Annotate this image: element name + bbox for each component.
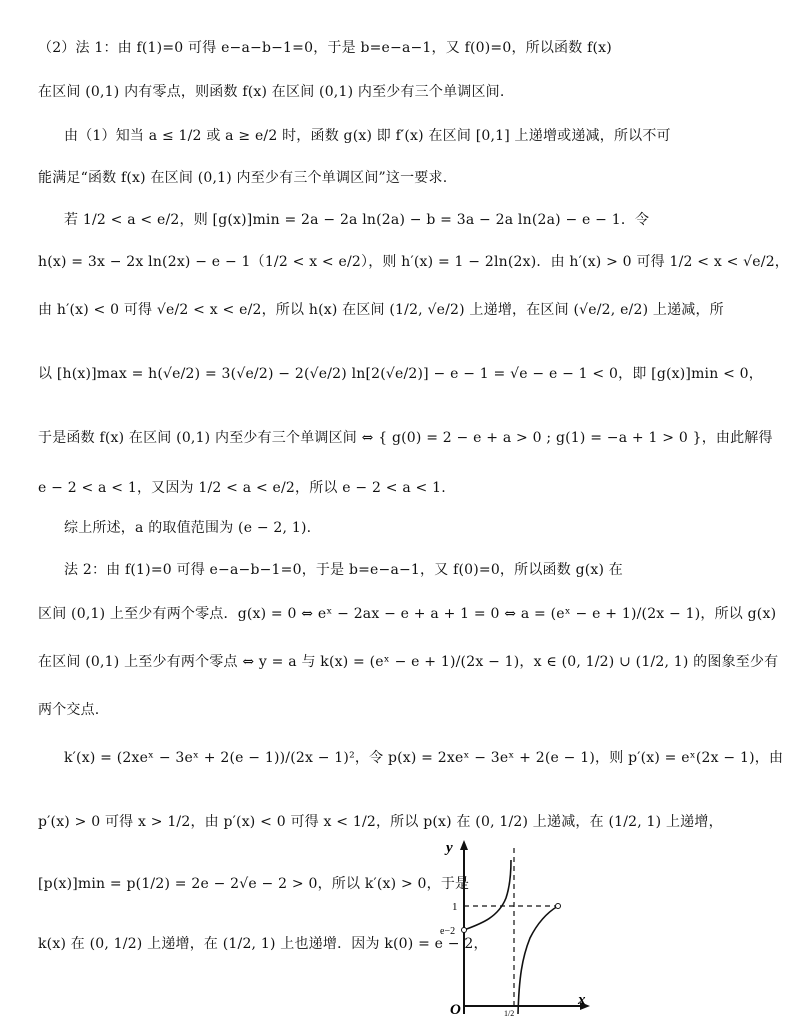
- graph-svg: [440, 838, 590, 1018]
- text-line: 法 2：由 f(1)=0 可得 e−a−b−1=0，于是 b=e−a−1，又 f(0)=0，所以函数 g(x) 在: [64, 562, 624, 578]
- text-line: 以 [h(x)]max = h(√e/2) = 3(√e/2) − 2(√e/2) ln[2(√e/2)] − e − 1 = √e − e − 1 < 0，即 [g(x)]min < 0，: [38, 366, 763, 382]
- text-line: 若 1/2 < a < e/2，则 [g(x)]min = 2a − 2a ln(2a) − b = 3a − 2a ln(2a) − e − 1．令: [64, 212, 650, 228]
- text-line: p′(x) > 0 可得 x > 1/2，由 p′(x) < 0 可得 x < 1/2，所以 p(x) 在 (0, 1/2) 上递减，在 (1/2, 1) 上递增，: [38, 814, 723, 830]
- x-label: x: [578, 992, 586, 1008]
- text-line: （2）法 1：由 f(1)=0 可得 e−a−b−1=0，于是 b=e−a−1，又 f(0)=0，所以函数 f(x): [38, 40, 612, 56]
- tick-half: 1/2: [504, 1009, 515, 1018]
- function-graph: [440, 838, 590, 1018]
- text-line: e − 2 < a < 1，又因为 1/2 < a < e/2，所以 e − 2 < a < 1.: [38, 480, 446, 496]
- text-line: [p(x)]min = p(1/2) = 2e − 2√e − 2 > 0，所以 k′(x) > 0，于是: [38, 876, 470, 892]
- right-branch: [518, 906, 558, 1014]
- text-line: h(x) = 3x − 2x ln(2x) − e − 1（1/2 < x < e/2），则 h′(x) = 1 − 2ln(2x)．由 h′(x) > 0 可得 1/2 < x < √e/2，: [38, 254, 789, 270]
- y-label: y: [446, 840, 453, 856]
- text-line: k′(x) = (2xeˣ − 3eˣ + 2(e − 1))/(2x − 1)²，令 p(x) = 2xeˣ − 3eˣ + 2(e − 1)，则 p′(x) = eˣ(2x − 1)，由: [64, 750, 784, 766]
- text-line: 能满足“函数 f(x) 在区间 (0,1) 内至少有三个单调区间”这一要求.: [38, 170, 448, 186]
- text-line: 两个交点.: [38, 702, 100, 718]
- point-k0: [462, 928, 467, 933]
- text-line: 于是函数 f(x) 在区间 (0,1) 内至少有三个单调区间 ⇔ { g(0) = 2 − e + a > 0 ; g(1) = −a + 1 > 0 }，由此解得: [38, 430, 773, 446]
- text-line: 在区间 (0,1) 内有零点，则函数 f(x) 在区间 (0,1) 内至少有三个单调区间.: [38, 84, 505, 100]
- origin-label: O: [450, 1002, 461, 1018]
- tick-one: 1: [452, 901, 458, 913]
- point-k1: [556, 904, 561, 909]
- text-line: k(x) 在 (0, 1/2) 上递增，在 (1/2, 1) 上也递增．因为 k(0) = e − 2，: [38, 936, 488, 952]
- text-line: 区间 (0,1) 上至少有两个零点．g(x) = 0 ⇔ eˣ − 2ax − e + a + 1 = 0 ⇔ a = (eˣ − e + 1)/(2x − 1)，所以 g(x): [38, 606, 777, 622]
- text-line: 由（1）知当 a ≤ 1/2 或 a ≥ e/2 时，函数 g(x) 即 f′(x) 在区间 [0,1] 上递增或递减，所以不可: [64, 128, 671, 144]
- y-axis-arrow: [460, 840, 468, 850]
- left-branch: [464, 860, 511, 930]
- tick-e2: e−2: [440, 926, 456, 937]
- text-line: 由 h′(x) < 0 可得 √e/2 < x < e/2，所以 h(x) 在区间 (1/2, √e/2) 上递增，在区间 (√e/2, e/2) 上递减，所: [38, 302, 724, 318]
- text-line: 在区间 (0,1) 上至少有两个零点 ⇔ y = a 与 k(x) = (eˣ − e + 1)/(2x − 1)，x ∈ (0, 1/2) ∪ (1/2, 1) 的图象至少有: [38, 654, 779, 670]
- text-line: 综上所述，a 的取值范围为 (e − 2, 1).: [64, 520, 312, 536]
